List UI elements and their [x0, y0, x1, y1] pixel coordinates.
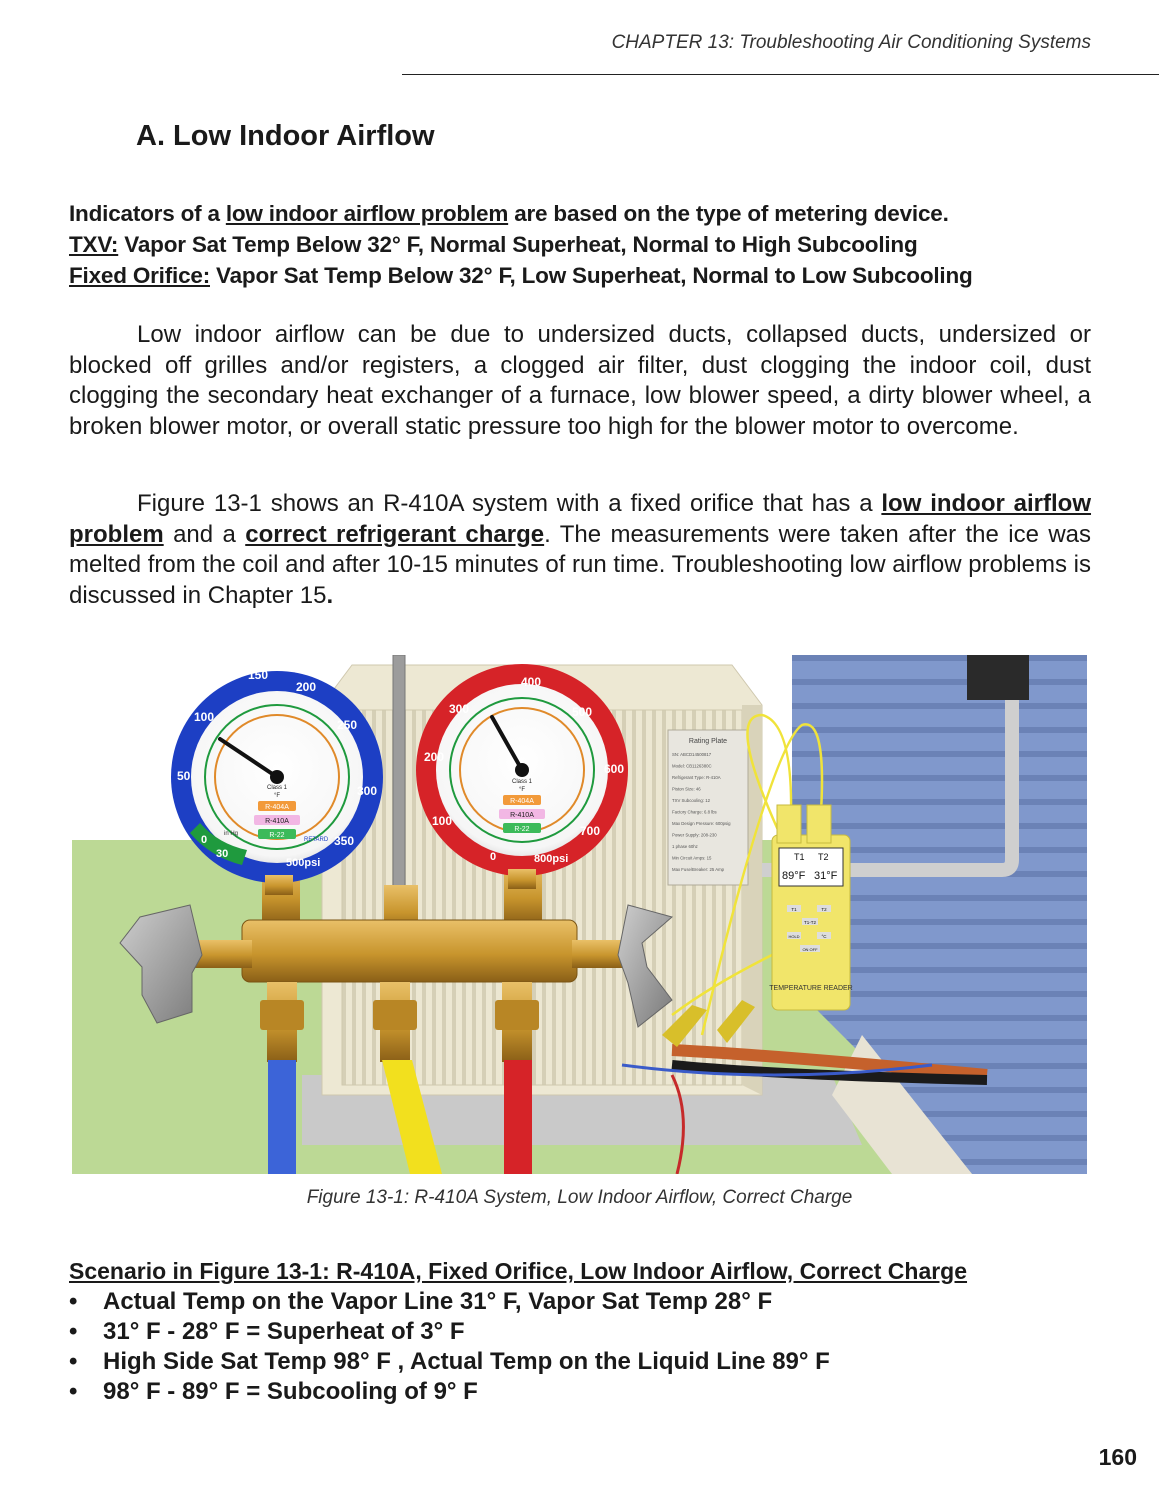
list-item: • Actual Temp on the Vapor Line 31° F, Vapor Sat Temp 28° F	[69, 1288, 773, 1315]
scenario-title: Scenario in Figure 13-1: R-410A, Fixed Orifice, Low Indoor Airflow, Correct Charge	[69, 1258, 968, 1284]
scenario-block	[69, 1256, 1099, 1407]
svg-text:ON OFF: ON OFF	[802, 947, 818, 952]
svg-text:Class 1: Class 1	[511, 779, 533, 785]
svg-text:150: 150	[248, 668, 269, 682]
svg-text:Class 1: Class 1	[266, 785, 288, 791]
rating-plate-line: Refrigerant Type: R-410A	[672, 775, 721, 780]
indicators-line-fixed-orifice: Fixed Orifice: Vapor Sat Temp Below 32° F, Low Superheat, Normal to Low Subcooling	[69, 263, 973, 288]
svg-text:89°F: 89°F	[782, 870, 806, 882]
svg-text:700: 700	[580, 824, 601, 838]
svg-text:400: 400	[521, 675, 542, 689]
svg-text:600: 600	[604, 762, 625, 776]
temperature-reader	[769, 805, 853, 1010]
svg-text:R-410A: R-410A	[265, 818, 289, 825]
svg-text:HOLD: HOLD	[788, 934, 800, 939]
indicators-block	[69, 198, 1099, 291]
svg-text:800psi: 800psi	[534, 853, 569, 865]
svg-text:500: 500	[572, 705, 593, 719]
rating-plate-line: Max Fuse/Breaker: 25 Amp	[672, 867, 725, 872]
paragraph-figure-intro: Figure 13-1 shows an R-410A system with a fixed orifice that has a low indoor airflow problem and a correct refrigerant charge. The measurements were taken after the ice was melted from the coil and after 10-15 minutes of run time. Troubleshooting low airflow problems is discussed in Chapter 15.	[69, 490, 1092, 609]
rating-plate-line: 1 phase 60hz	[672, 844, 698, 849]
svg-text:R-404A: R-404A	[265, 804, 289, 811]
rating-plate-line: TXV Subcooling: 12	[672, 798, 710, 803]
section-title: A. Low Indoor Airflow	[136, 120, 435, 152]
svg-text:350: 350	[334, 834, 355, 848]
svg-text:°F: °F	[273, 793, 281, 799]
list-item: • 98° F - 89° F = Subcooling of 9° F	[69, 1378, 478, 1405]
svg-text:300: 300	[357, 784, 378, 798]
center-charging-line	[393, 655, 405, 895]
page-number: 160	[1098, 1444, 1137, 1470]
svg-text:500psi: 500psi	[286, 857, 321, 869]
svg-text:50: 50	[177, 769, 191, 783]
running-head: CHAPTER 13: Troubleshooting Air Conditioning Systems	[611, 32, 1091, 53]
figure-13-1-illustration	[72, 655, 1087, 1174]
red-high-side-hose	[504, 1060, 532, 1174]
rating-plate	[668, 730, 748, 885]
svg-text:0: 0	[201, 834, 208, 846]
paragraph-causes: Low indoor airflow can be due to undersized ducts, collapsed ducts, undersized or blocked off grilles and/or registers, a clogged air filter, dust clogging the indoor coil, dust clogging the secondary heat exchanger of a furnace, low blower speed, a dirty blower wheel, a broken blower motor, or overall static pressure too high for the blower motor to overcome.	[69, 321, 1091, 440]
rating-plate-line: Model: CB1126380C	[672, 763, 712, 769]
svg-text:200: 200	[296, 680, 317, 694]
list-item: • 31° F - 28° F = Superheat of 3° F	[69, 1318, 465, 1345]
svg-text:100: 100	[432, 814, 453, 828]
svg-text:in Hg: in Hg	[224, 831, 239, 837]
svg-text:°F: °F	[518, 787, 526, 793]
rating-plate-line: Power Supply: 208-230	[672, 832, 717, 838]
rating-plate-line: Factory Charge: 6.8 lbs	[672, 809, 717, 815]
rating-plate-line: SN: ABCD14500817	[672, 752, 712, 757]
svg-text:Rating Plate: Rating Plate	[688, 738, 728, 745]
svg-text:R-404A: R-404A	[510, 798, 534, 805]
svg-text:T2: T2	[821, 907, 827, 912]
svg-text:31°F: 31°F	[814, 870, 838, 882]
indicators-line-1: Indicators of a low indoor airflow problem are based on the type of metering device.	[69, 201, 949, 226]
indicators-line-txv: TXV: Vapor Sat Temp Below 32° F, Normal Superheat, Normal to High Subcooling	[69, 232, 918, 257]
svg-text:250: 250	[337, 718, 358, 732]
rating-plate-line: Min Circuit Amps: 15	[672, 855, 712, 861]
svg-text:100: 100	[194, 710, 215, 724]
blue-low-side-hose	[268, 1060, 296, 1174]
svg-text:0: 0	[490, 851, 497, 863]
svg-text:R-410A: R-410A	[510, 812, 534, 819]
svg-text:RETARD: RETARD	[304, 837, 329, 843]
svg-text:30: 30	[216, 848, 229, 860]
header-rule	[402, 74, 1159, 75]
figure-caption: Figure 13-1: R-410A System, Low Indoor Airflow, Correct Charge	[306, 1187, 853, 1208]
rating-plate-line: Piston Size: 46	[672, 786, 701, 792]
svg-text:200: 200	[424, 750, 445, 764]
svg-text:°C: °C	[821, 934, 827, 939]
svg-text:R-22: R-22	[514, 826, 530, 833]
svg-text:T1: T1	[794, 852, 805, 862]
svg-text:TEMPERATURE READER: TEMPERATURE READER	[769, 985, 853, 992]
svg-text:T2: T2	[818, 852, 829, 862]
svg-text:T1: T1	[791, 907, 797, 912]
rating-plate-line: Max Design Pressure: 600psig	[672, 821, 731, 826]
svg-text:R-22: R-22	[269, 832, 285, 839]
scenario-list	[69, 1287, 1099, 1407]
svg-text:300: 300	[449, 702, 470, 716]
svg-text:T1-T2: T1-T2	[803, 920, 817, 925]
list-item: • High Side Sat Temp 98° F , Actual Temp on the Liquid Line 89° F	[69, 1348, 830, 1375]
